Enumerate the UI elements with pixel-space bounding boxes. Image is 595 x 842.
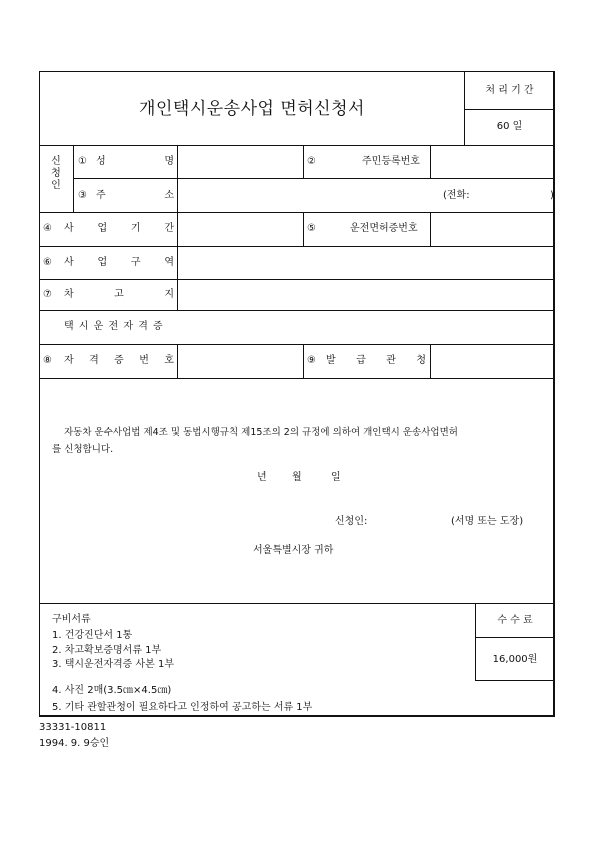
date-day-label: 일 — [331, 472, 341, 483]
certificate-number-label — [64, 355, 174, 367]
license-number-label: 운전면허증번호 — [350, 223, 418, 234]
label-char: 업 — [97, 223, 108, 234]
attachment-item: 2. 차고확보증명서류 1부 — [52, 645, 162, 656]
rrn-label: 주민등록번호 — [362, 156, 420, 167]
label-char: 고 — [114, 289, 124, 300]
address-label — [96, 190, 174, 202]
divider — [303, 212, 304, 246]
divider — [475, 680, 555, 681]
processing-period-label: 처 리 기 간 — [485, 85, 534, 96]
label-char: 사 — [64, 223, 74, 234]
applicant-group-char: 청 — [51, 168, 61, 179]
field-number: ⑦ — [43, 289, 52, 300]
approval-date: 1994. 9. 9승인 — [39, 738, 110, 749]
name-field[interactable] — [178, 146, 303, 178]
attachment-item: 3. 택시운전자격증 사본 1부 — [52, 659, 175, 670]
label-char: 주 — [96, 190, 106, 201]
signature-note: (서명 또는 도장) — [451, 516, 524, 527]
label-char: 간 — [164, 223, 174, 234]
divider — [39, 378, 555, 379]
label-char: 발 — [326, 355, 336, 366]
field-number: ③ — [78, 190, 87, 201]
business-period-label — [64, 223, 174, 235]
label-char: 기 — [130, 223, 141, 234]
attachment-item: 1. 건강진단서 1통 — [52, 630, 133, 641]
statement-line-2: 를 신청합니다. — [52, 444, 114, 455]
field-number: ④ — [43, 223, 52, 234]
phone-label: (전화: — [443, 190, 470, 201]
name-label — [96, 156, 174, 168]
field-number: ② — [307, 156, 316, 167]
issuing-authority-field[interactable] — [431, 345, 553, 377]
date-year-label: 년 — [257, 472, 267, 483]
label-char: 청 — [416, 355, 426, 366]
field-number: ① — [78, 156, 87, 167]
fee-label: 수 수 료 — [497, 615, 533, 626]
divider — [475, 637, 555, 638]
certificate-number-field[interactable] — [178, 345, 303, 377]
label-char: 자 — [64, 355, 74, 366]
divider — [303, 145, 304, 178]
field-number: ⑧ — [43, 355, 52, 366]
form-title: 개인택시운송사업 면허신청서 — [139, 99, 365, 119]
label-char: 역 — [164, 257, 174, 268]
label-char: 구 — [130, 257, 141, 268]
license-number-field[interactable] — [431, 213, 553, 245]
phone-field[interactable] — [478, 181, 548, 209]
label-char: 사 — [64, 257, 74, 268]
label-char: 급 — [356, 355, 366, 366]
label-char: 증 — [114, 355, 124, 366]
field-number: ⑨ — [307, 355, 316, 366]
business-area-field[interactable] — [178, 247, 553, 278]
phone-close: ) — [550, 190, 554, 201]
label-char: 호 — [164, 355, 174, 366]
applicant-group-char: 신 — [51, 156, 61, 167]
address-field[interactable] — [178, 179, 438, 211]
rrn-field[interactable] — [431, 146, 553, 178]
form-code: 33331-10811 — [39, 722, 107, 733]
label-char: 격 — [89, 355, 99, 366]
divider — [39, 310, 555, 311]
label-char: 번 — [139, 355, 149, 366]
applicant-group-label — [39, 156, 73, 192]
label-char: 업 — [97, 257, 108, 268]
processing-period-value: 60 일 — [496, 121, 523, 132]
applicant-group-char: 인 — [51, 180, 61, 191]
business-period-field[interactable] — [178, 213, 303, 245]
attachments-title: 구비서류 — [52, 614, 91, 625]
fee-value: 16,000원 — [492, 654, 538, 665]
business-area-label — [64, 257, 174, 269]
label-char: 관 — [386, 355, 396, 366]
attachment-item: 5. 기타 관할관청이 필요하다고 인정하여 공고하는 서류 1부 — [52, 702, 313, 713]
date-month-label: 월 — [292, 472, 302, 483]
qualification-section-title: 택 시 운 전 자 격 증 — [64, 321, 164, 332]
label-char: 지 — [164, 289, 174, 300]
label-char: 성 — [96, 156, 106, 167]
addressee: 서울특별시장 귀하 — [253, 545, 334, 556]
applicant-signature-field[interactable] — [374, 512, 444, 530]
field-number: ⑥ — [43, 257, 52, 268]
field-number: ⑤ — [307, 223, 316, 234]
divider — [303, 344, 304, 378]
label-char: 명 — [164, 156, 174, 167]
divider — [464, 109, 555, 110]
issuing-authority-label — [326, 355, 426, 367]
attachment-item: 4. 사진 2매(3.5㎝×4.5㎝) — [52, 685, 172, 696]
divider — [73, 145, 74, 212]
statement-line-1: 자동차 운수사업법 제4조 및 동법시행규칙 제15조의 2의 규정에 의하여 개인택시 운송사업면허 — [64, 427, 458, 438]
label-char: 소 — [164, 190, 174, 201]
divider — [39, 603, 555, 604]
label-char: 차 — [64, 289, 74, 300]
applicant-signature-label: 신청인: — [335, 516, 368, 527]
divider — [464, 71, 465, 145]
garage-field[interactable] — [178, 280, 553, 309]
garage-label — [64, 289, 174, 301]
